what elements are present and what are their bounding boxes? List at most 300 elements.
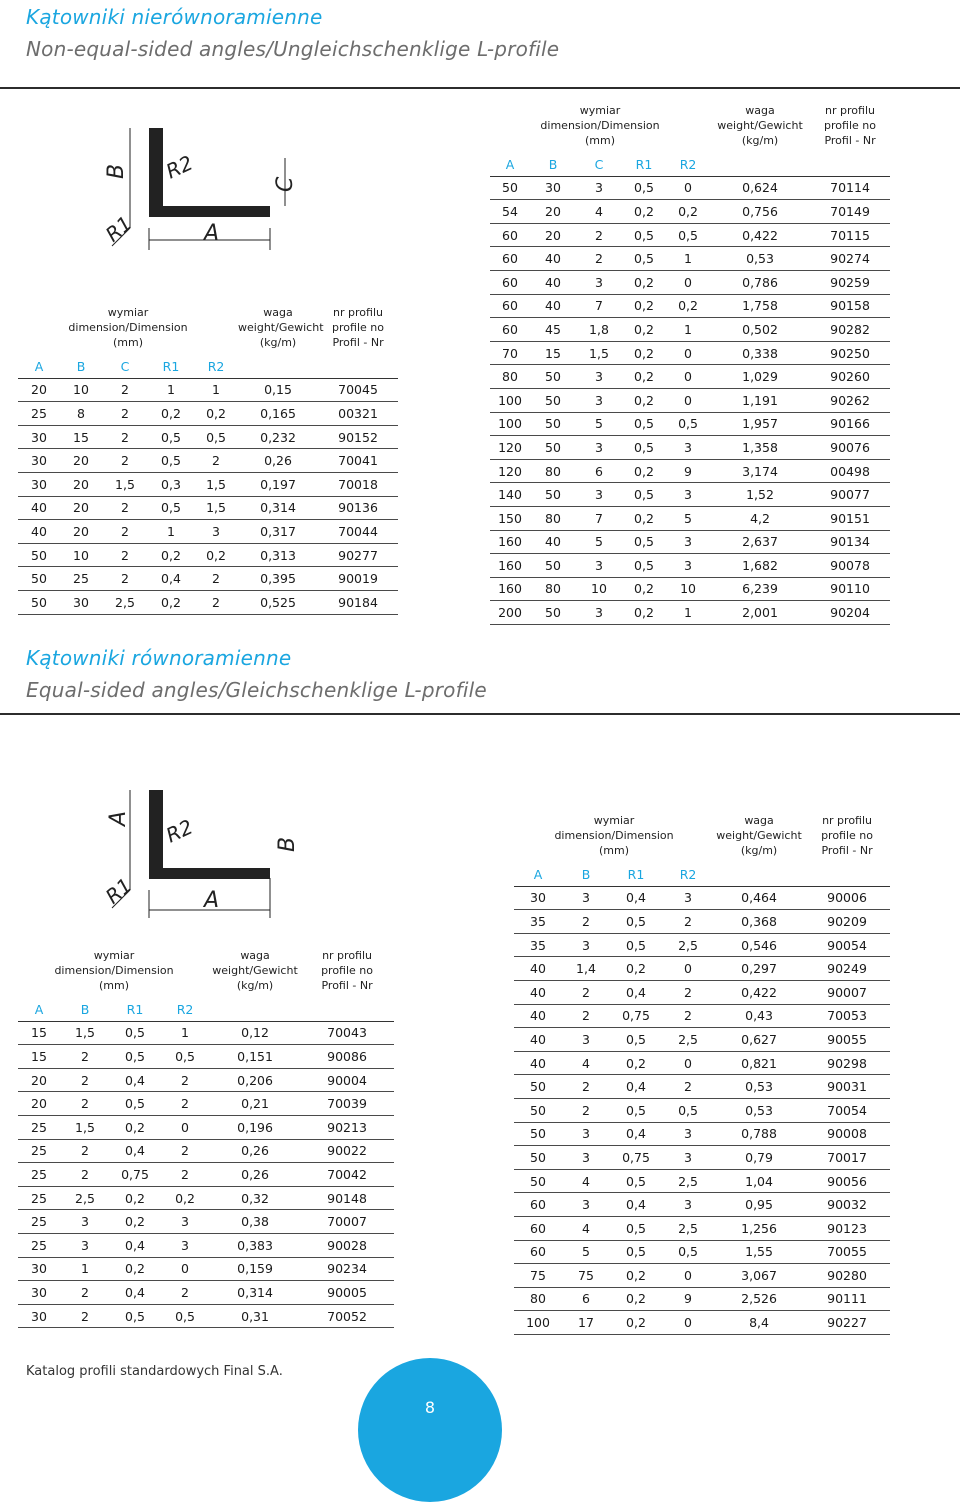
table-cell: 0,422 (714, 980, 804, 1004)
table-cell: 60 (514, 1240, 562, 1264)
table-cell: 1 (60, 1257, 110, 1281)
table-cell: 50 (514, 1075, 562, 1099)
table-cell: 70039 (300, 1092, 394, 1116)
table-cell: 20 (530, 223, 576, 247)
table-cell: 0,2 (610, 1264, 662, 1288)
table-cell: 00498 (810, 459, 890, 483)
table-cell: 0,165 (238, 402, 318, 426)
table-cell: 3 (576, 388, 622, 412)
table-cell: 30 (60, 590, 102, 614)
table-cell: 0,5 (610, 1169, 662, 1193)
table-cell: 2 (562, 1098, 610, 1122)
table-cell: 0,151 (210, 1045, 300, 1069)
table-row (18, 1281, 394, 1305)
table-cell: 0,2 (610, 1311, 662, 1335)
table-cell: 0,5 (610, 1216, 662, 1240)
table-cell: 0,2 (148, 402, 194, 426)
table-cell: 160 (490, 554, 530, 578)
table-cell: 0,5 (148, 496, 194, 520)
table-cell: 3 (576, 176, 622, 200)
table-cell: 35 (514, 910, 562, 934)
table-cell: 2 (194, 590, 238, 614)
table-cell: 25 (60, 567, 102, 591)
table-cell: 90166 (810, 412, 890, 436)
col-R1: R1 (622, 153, 666, 176)
table-cell: 0,5 (622, 483, 666, 507)
table-cell: 0,5 (160, 1045, 210, 1069)
table-cell: 70149 (810, 200, 890, 224)
table-cell: 0,5 (110, 1045, 160, 1069)
table-cell: 90123 (804, 1216, 890, 1240)
column-header-row (514, 863, 890, 886)
table-cell: 90032 (804, 1193, 890, 1217)
table-cell: 0,525 (238, 590, 318, 614)
table-row (18, 1092, 394, 1116)
table-cell: 2 (102, 378, 148, 402)
table-cell: 1,4 (562, 957, 610, 981)
table-cell: 0,2 (194, 543, 238, 567)
table-cell: 3 (562, 1146, 610, 1170)
label-A-horizontal: A (204, 888, 220, 913)
table-cell: 0,5 (610, 910, 662, 934)
table-cell: 0,2 (666, 200, 710, 224)
table-cell: 90110 (810, 577, 890, 601)
table-cell: 2 (160, 1068, 210, 1092)
table-cell: 90260 (810, 365, 890, 389)
table-cell: 2,5 (662, 1169, 714, 1193)
table-cell: 50 (18, 567, 60, 591)
table-row (18, 425, 398, 449)
table-cell: 1 (148, 520, 194, 544)
table-cell: 90028 (300, 1233, 394, 1257)
table-cell: 25 (18, 1233, 60, 1257)
table-cell: 2 (102, 425, 148, 449)
table-row (514, 1193, 890, 1217)
table-cell: 70041 (318, 449, 398, 473)
table-cell: 0,297 (714, 957, 804, 981)
nonequal-angle-diagram (100, 128, 310, 263)
table-row (490, 318, 890, 342)
table-cell: 2,5 (60, 1186, 110, 1210)
table-cell: 0,5 (666, 412, 710, 436)
table-cell: 3 (160, 1210, 210, 1234)
table-cell: 90158 (810, 294, 890, 318)
table-cell: 0,2 (622, 601, 666, 625)
table-cell: 90005 (300, 1281, 394, 1305)
table-cell: 1,682 (710, 554, 810, 578)
section2-subtitle: Equal-sided angles/Gleichschenklige L-profile (26, 678, 487, 702)
table-cell: 2 (102, 543, 148, 567)
table-cell: 90184 (318, 590, 398, 614)
table-cell: 1,5 (194, 496, 238, 520)
table-cell: 70007 (300, 1210, 394, 1234)
table-cell: 0,4 (148, 567, 194, 591)
table-cell: 0,232 (238, 425, 318, 449)
table-cell: 1,5 (60, 1021, 110, 1045)
table-row (18, 378, 398, 402)
section2-title: Kątowniki równoramienne (26, 646, 292, 670)
table-cell: 5 (576, 530, 622, 554)
table-cell: 90277 (318, 543, 398, 567)
table-row (18, 449, 398, 473)
table-cell: 0,5 (622, 530, 666, 554)
table-cell: 8,4 (714, 1311, 804, 1335)
table-cell: 0,2 (622, 294, 666, 318)
table-cell: 3 (662, 1146, 714, 1170)
section1-title: Kątowniki nierównoramienne (26, 5, 323, 29)
table-cell: 0,3 (148, 472, 194, 496)
table-cell: 15 (18, 1045, 60, 1069)
table-cell: 0,5 (622, 554, 666, 578)
table-cell: 20 (60, 520, 102, 544)
table-cell: 1,758 (710, 294, 810, 318)
table-cell: 0,2 (622, 459, 666, 483)
table-cell: 90298 (804, 1051, 890, 1075)
table-cell: 3 (576, 436, 622, 460)
table-cell: 0,26 (210, 1163, 300, 1187)
table-row (490, 554, 890, 578)
table-cell: 2,5 (662, 1216, 714, 1240)
table-cell: 70017 (804, 1146, 890, 1170)
table-cell: 20 (18, 1092, 60, 1116)
table-cell: 40 (514, 1051, 562, 1075)
table-cell: 90056 (804, 1169, 890, 1193)
table-cell: 50 (514, 1122, 562, 1146)
table-cell: 90078 (810, 554, 890, 578)
table-cell: 0 (160, 1257, 210, 1281)
table-cell: 3 (576, 365, 622, 389)
table-row (18, 590, 398, 614)
table-row (18, 1045, 394, 1069)
table-cell: 2 (60, 1068, 110, 1092)
nonequal-table-left (18, 299, 398, 615)
table-cell: 0,5 (622, 176, 666, 200)
header-weight: waga weight/Gewicht (kg/m) (238, 305, 324, 349)
table-cell: 25 (18, 1139, 60, 1163)
table-cell: 0,2 (622, 200, 666, 224)
table-cell: 2 (576, 223, 622, 247)
table-cell: 0,5 (622, 436, 666, 460)
table-cell: 2 (60, 1281, 110, 1305)
table-row (490, 176, 890, 200)
table-cell: 6,239 (710, 577, 810, 601)
table-cell: 90006 (804, 886, 890, 910)
table-cell: 0,5 (160, 1304, 210, 1328)
nonequal-table-right (490, 97, 890, 625)
table-cell: 60 (490, 270, 530, 294)
table-cell: 0,314 (238, 496, 318, 520)
table-cell: 3 (666, 436, 710, 460)
table-cell: 80 (530, 577, 576, 601)
col-A: A (514, 863, 562, 886)
table-cell: 1 (666, 318, 710, 342)
table-cell: 90111 (804, 1287, 890, 1311)
table-cell: 20 (60, 496, 102, 520)
table-cell: 50 (18, 543, 60, 567)
table-cell: 2 (160, 1139, 210, 1163)
table-row (490, 365, 890, 389)
table-cell: 0,2 (622, 365, 666, 389)
table-row (514, 910, 890, 934)
table-cell: 60 (490, 318, 530, 342)
table-cell: 1,5 (102, 472, 148, 496)
header-profile: nr profilu profile no Profil - Nr (824, 103, 876, 147)
table-cell: 0,546 (714, 933, 804, 957)
table-cell: 1,029 (710, 365, 810, 389)
label-C: C (273, 176, 298, 192)
table-cell: 0,395 (238, 567, 318, 591)
column-header-row (18, 355, 398, 378)
table-cell: 0,5 (610, 1098, 662, 1122)
table-cell: 1 (666, 601, 710, 625)
table-cell: 90282 (810, 318, 890, 342)
table-cell: 3 (562, 933, 610, 957)
table-cell: 0,317 (238, 520, 318, 544)
table-cell: 90262 (810, 388, 890, 412)
table-row (514, 1004, 890, 1028)
table-cell: 90148 (300, 1186, 394, 1210)
table-cell: 4 (576, 200, 622, 224)
table-cell: 3 (576, 601, 622, 625)
table-cell: 3 (60, 1210, 110, 1234)
table-cell: 0,4 (610, 886, 662, 910)
table-row (490, 483, 890, 507)
table-cell: 45 (530, 318, 576, 342)
table-row (18, 543, 398, 567)
table-cell: 30 (18, 425, 60, 449)
table-cell: 9 (666, 459, 710, 483)
table-cell: 50 (514, 1169, 562, 1193)
col-B: B (562, 863, 610, 886)
table-cell: 90227 (804, 1311, 890, 1335)
table-cell: 0,422 (710, 223, 810, 247)
table-cell: 20 (60, 449, 102, 473)
table-cell: 20 (530, 200, 576, 224)
table-cell: 1 (160, 1021, 210, 1045)
table-cell: 200 (490, 601, 530, 625)
table-cell: 0 (666, 388, 710, 412)
table-row (490, 200, 890, 224)
table-cell: 3,174 (710, 459, 810, 483)
table-row (514, 1122, 890, 1146)
table-cell: 90004 (300, 1068, 394, 1092)
col-R1: R1 (110, 998, 160, 1021)
table-cell: 30 (18, 472, 60, 496)
table-cell: 1 (148, 378, 194, 402)
table-cell: 2 (194, 449, 238, 473)
table-cell: 10 (60, 543, 102, 567)
table-cell: 90250 (810, 341, 890, 365)
label-R1: R1 (100, 211, 137, 247)
footer-catalog-text: Katalog profili standardowych Final S.A. (26, 1364, 283, 1379)
table-cell: 70043 (300, 1021, 394, 1045)
table-cell: 90008 (804, 1122, 890, 1146)
table-cell: 0,53 (710, 247, 810, 271)
col-B: B (60, 355, 102, 378)
table-row (514, 1169, 890, 1193)
table-cell: 70018 (318, 472, 398, 496)
table-cell: 10 (576, 577, 622, 601)
table-row (514, 1311, 890, 1335)
table-cell: 0,53 (714, 1075, 804, 1099)
table-cell: 0,5 (110, 1304, 160, 1328)
col-C: C (102, 355, 148, 378)
table-cell: 100 (490, 388, 530, 412)
table-cell: 1,191 (710, 388, 810, 412)
table-cell: 0,197 (238, 472, 318, 496)
table-row (514, 1240, 890, 1264)
table-cell: 70055 (804, 1240, 890, 1264)
table-cell: 0,313 (238, 543, 318, 567)
table-cell: 1,358 (710, 436, 810, 460)
table-cell: 2 (102, 496, 148, 520)
table-cell: 30 (514, 886, 562, 910)
table-cell: 0,196 (210, 1115, 300, 1139)
table-cell: 5 (666, 506, 710, 530)
table-cell: 160 (490, 577, 530, 601)
header-profile: nr profilu profile no Profil - Nr (321, 948, 374, 992)
table-cell: 2,526 (714, 1287, 804, 1311)
table-cell: 3 (666, 483, 710, 507)
table-cell: 2 (102, 449, 148, 473)
table-cell: 3 (662, 1122, 714, 1146)
table-cell: 17 (562, 1311, 610, 1335)
table-cell: 0,4 (610, 980, 662, 1004)
table-cell: 2 (60, 1163, 110, 1187)
header-weight: waga weight/Gewicht (kg/m) (717, 103, 803, 147)
table-row (514, 1287, 890, 1311)
col-R2: R2 (662, 863, 714, 886)
table-row (514, 1098, 890, 1122)
table-cell: 0,4 (610, 1122, 662, 1146)
table-cell: 0,31 (210, 1304, 300, 1328)
table-cell: 120 (490, 436, 530, 460)
table-row (490, 530, 890, 554)
table-cell: 40 (18, 520, 60, 544)
table-cell: 40 (530, 247, 576, 271)
table-cell: 60 (490, 223, 530, 247)
table-cell: 90007 (804, 980, 890, 1004)
col-C: C (576, 153, 622, 176)
table-row (514, 1028, 890, 1052)
table-cell: 54 (490, 200, 530, 224)
table-cell: 0,5 (622, 223, 666, 247)
table-cell: 150 (490, 506, 530, 530)
page-number: 8 (424, 1398, 436, 1417)
table-cell: 0,2 (610, 1051, 662, 1075)
table-cell: 3 (576, 270, 622, 294)
table-cell: 0,5 (110, 1021, 160, 1045)
table-cell: 0,5 (662, 1240, 714, 1264)
table-cell: 30 (18, 1304, 60, 1328)
table-cell: 40 (530, 530, 576, 554)
table-cell: 0,5 (610, 1240, 662, 1264)
table-cell: 2 (194, 567, 238, 591)
table-cell: 2,001 (710, 601, 810, 625)
table-row (18, 520, 398, 544)
table-cell: 0,43 (714, 1004, 804, 1028)
table-cell: 25 (18, 1115, 60, 1139)
table-cell: 75 (514, 1264, 562, 1288)
table-cell: 0 (666, 341, 710, 365)
table-cell: 0 (666, 176, 710, 200)
table-cell: 40 (514, 980, 562, 1004)
column-header-row (18, 998, 394, 1021)
table-row (490, 341, 890, 365)
table-cell: 80 (530, 506, 576, 530)
table-cell: 2 (562, 980, 610, 1004)
table-cell: 3 (662, 1193, 714, 1217)
table-cell: 2 (60, 1092, 110, 1116)
header-dimension: wymiar dimension/Dimension (mm) (554, 813, 674, 857)
table-cell: 0,2 (110, 1115, 160, 1139)
table-row (18, 1139, 394, 1163)
table-row (490, 247, 890, 271)
table-row (18, 1068, 394, 1092)
table-cell: 7 (576, 506, 622, 530)
table-cell: 10 (666, 577, 710, 601)
table-cell: 1 (666, 247, 710, 271)
table-cell: 90136 (318, 496, 398, 520)
table-cell: 0,5 (622, 247, 666, 271)
table-cell: 0,4 (610, 1075, 662, 1099)
table-cell: 2,5 (662, 1028, 714, 1052)
table-cell: 120 (490, 459, 530, 483)
table-cell: 0,464 (714, 886, 804, 910)
table-cell: 90280 (804, 1264, 890, 1288)
table-cell: 50 (514, 1098, 562, 1122)
table-cell: 0 (666, 270, 710, 294)
header-profile: nr profilu profile no Profil - Nr (821, 813, 874, 857)
table-cell: 70 (490, 341, 530, 365)
table-cell: 0,4 (110, 1281, 160, 1305)
table-cell: 0,2 (622, 577, 666, 601)
table-cell: 2 (160, 1281, 210, 1305)
table-cell: 50 (530, 554, 576, 578)
col-R2: R2 (666, 153, 710, 176)
table-cell: 70045 (318, 378, 398, 402)
table-cell: 0,26 (210, 1139, 300, 1163)
table-cell: 0,2 (610, 957, 662, 981)
table-row (514, 1051, 890, 1075)
table-cell: 6 (562, 1287, 610, 1311)
table-cell: 0,32 (210, 1186, 300, 1210)
table-cell: 0,2 (194, 402, 238, 426)
table-cell: 0,95 (714, 1193, 804, 1217)
table-cell: 1,5 (576, 341, 622, 365)
table-cell: 0,79 (714, 1146, 804, 1170)
equal-table-right (514, 807, 890, 1335)
table-cell: 50 (530, 388, 576, 412)
label-R2: R2 (162, 150, 197, 184)
table-cell: 4,2 (710, 506, 810, 530)
table-cell: 0,38 (210, 1210, 300, 1234)
table-cell: 6 (576, 459, 622, 483)
table-cell: 70053 (804, 1004, 890, 1028)
table-cell: 90152 (318, 425, 398, 449)
table-row (490, 506, 890, 530)
table-cell: 0,2 (160, 1186, 210, 1210)
col-B: B (530, 153, 576, 176)
table-cell: 0,206 (210, 1068, 300, 1092)
table-cell: 0,338 (710, 341, 810, 365)
header-dimension: wymiar dimension/Dimension (mm) (68, 305, 188, 349)
table-cell: 10 (60, 378, 102, 402)
table-cell: 20 (18, 1068, 60, 1092)
table-cell: 1,52 (710, 483, 810, 507)
table-cell: 25 (18, 1210, 60, 1234)
table-row (18, 1257, 394, 1281)
